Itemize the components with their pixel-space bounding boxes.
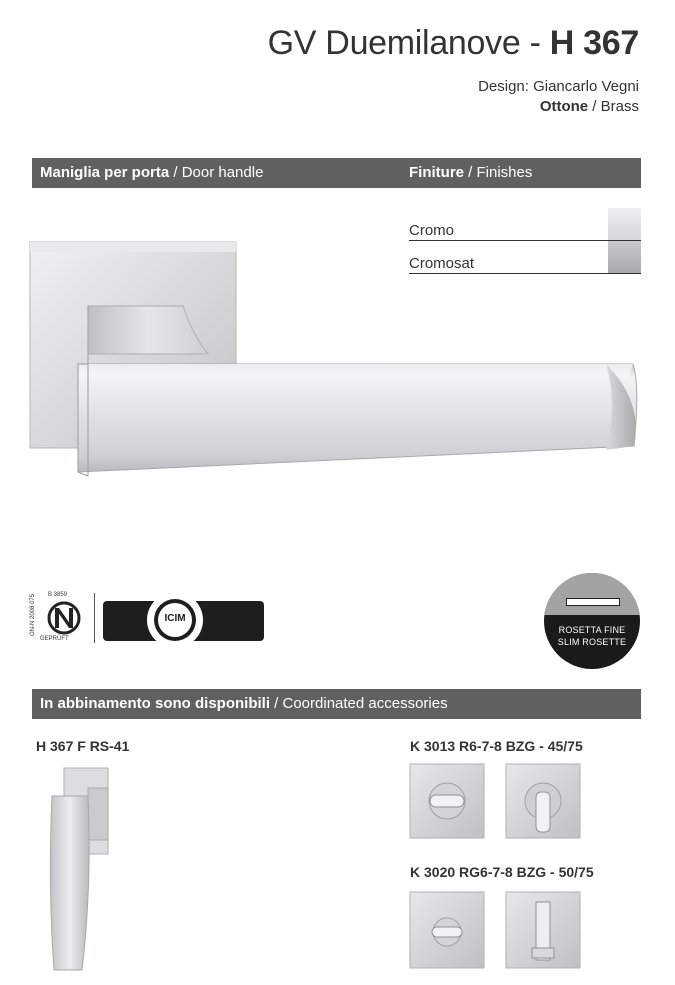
page-title: GV Duemilanove - H 367 (267, 24, 639, 62)
cert-divider (94, 593, 95, 643)
rosette-label-en: SLIM ROSETTE (557, 637, 627, 647)
onorm-standard: B 3859 (48, 592, 68, 598)
product-code-set-2: K 3020 RG6-7-8 BZG - 50/75 (410, 864, 594, 880)
bathroom-set-2-image (408, 890, 633, 972)
section-bar-accessories: In abbinamento sono disponibili / Coordinated accessories (32, 689, 641, 719)
finishes-heading: Finiture / Finishes (409, 164, 533, 181)
material-label: Ottone / Brass (539, 98, 639, 115)
door-handle-image (28, 236, 643, 486)
section-bar-door-handle: Maniglia per porta / Door handle Finiture / Finishes (32, 158, 641, 188)
product-code-window-handle: H 367 F RS-41 (36, 738, 130, 754)
rosette-slot-icon (566, 598, 620, 606)
window-handle-image (44, 766, 114, 976)
onorm-n-icon (44, 600, 84, 636)
product-code-set-1: K 3013 R6-7-8 BZG - 45/75 (410, 738, 583, 754)
bathroom-set-1-image (408, 762, 633, 842)
slim-rosette-badge (544, 573, 640, 669)
finish-name: Cromosat (409, 255, 475, 272)
icim-certification-logo (103, 601, 264, 641)
onorm-gepruft: GEPRÜFT (40, 636, 69, 642)
icim-text: ICIM (164, 613, 186, 624)
finish-name: Cromo (409, 222, 455, 239)
onorm-certification-logo (30, 592, 90, 644)
designer-credit: Design: Giancarlo Vegni (478, 78, 639, 95)
rosette-label-it: ROSETTA FINE (558, 625, 626, 635)
onorm-code: ON-N 2008 075 (30, 593, 37, 637)
